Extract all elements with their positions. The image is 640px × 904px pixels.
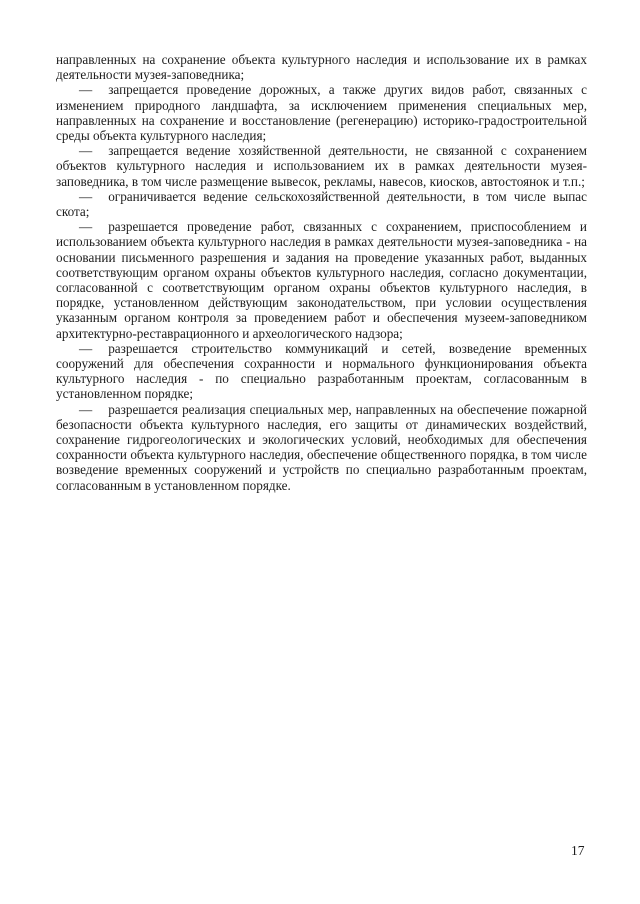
dash-bullet: —: [79, 401, 93, 417]
dash-bullet: —: [79, 219, 93, 235]
list-item: [56, 143, 587, 189]
list-item: [56, 82, 587, 143]
dash-bullet: —: [79, 143, 93, 159]
paragraph-continuation: направленных на сохранение объекта культурного наследия и использование их в рамках деятельности музея-заповедника;: [56, 52, 587, 83]
list-item-text: запрещается ведение хозяйственной деятельности, не связанной с сохранением объектов культурного наследия и использованием их в рамках деятельности музея-заповедника, в том числе размещение вывесок, рекламы, навесов, киосков, автостоянок и т.п.;: [56, 143, 587, 189]
dash-bullet: —: [79, 188, 93, 204]
list-item-text: ограничивается ведение сельскохозяйственной деятельности, в том числе выпас скота;: [56, 188, 587, 220]
body-text: [56, 52, 587, 493]
list-item: [56, 219, 587, 341]
dash-bullet: —: [79, 340, 93, 356]
list-item: [56, 341, 587, 402]
dash-bullet: —: [79, 82, 93, 98]
list-item-text: разрешается реализация специальных мер, направленных на обеспечение пожарной безопасности объекта культурного наследия, его защиты от динамических воздействий, сохранение гидрогеологических и экологических условий, необходимых для обеспечения сохранности объекта культурного наследия, обеспечение общественного порядка, в том числе возведение временных сооружений и устройств по специально разработанным проектам, согласованным в установленном порядке.: [56, 401, 587, 493]
list-item: [56, 402, 587, 493]
list-item: [56, 189, 587, 219]
list-item-text: разрешается проведение работ, связанных с сохранением, приспособлением и использованием объекта культурного наследия в рамках деятельности музея-заповедника - на основании письменного разрешения и задания на проведение указанных работ, выданных соответствующим органом охраны объектов культурного наследия, согласно документации, согласованной с соответствующим органом охраны объектов культурного наследия, в порядке, установленном действующим законодательством, при условии осуществления указанным органом контроля за проведением работ и обеспечения музеем-заповедником архитектурно-реставрационного и археологического надзора;: [56, 219, 587, 341]
list-item-text: разрешается строительство коммуникаций и сетей, возведение временных сооружений для обеспечения сохранности и нормального функционирования объекта культурного наследия - по специально разработанным проектам, согласованным в установленном порядке;: [56, 340, 587, 402]
page-number: 17: [571, 843, 585, 858]
list-item-text: запрещается проведение дорожных, а также других видов работ, связанных с изменением природного ландшафта, за исключением применения специальных мер, направленных на сохранение и восстановление (регенерацию) историко-градостроительной среды объекта культурного наследия;: [56, 82, 587, 144]
